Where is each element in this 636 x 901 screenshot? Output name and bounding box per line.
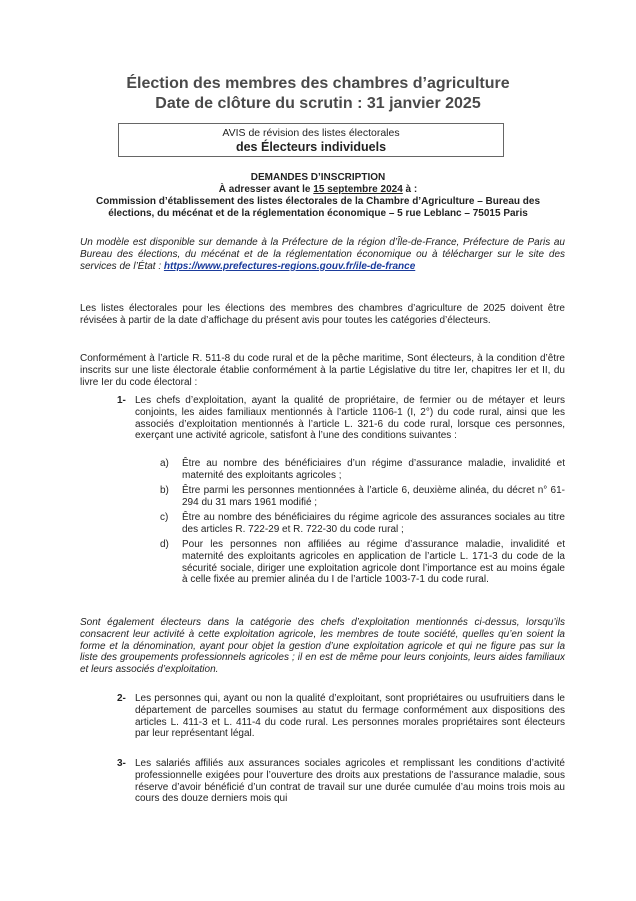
commission-line2: élections, du mécénat et de la réglementation économique – 5 rue Leblanc – 75015 Paris — [108, 208, 528, 219]
prefecture-link[interactable]: https://www.prefectures-regions.gouv.fr/ile-de-france — [163, 260, 416, 272]
conformity-paragraph: Conformément à l’article R. 511-8 du code rural et de la pêche maritime, Sont électeurs, à la condition d’être inscrits sur une liste électorale établie conformément à la partie Législative du titre Ier, chapitres Ier et II, du livre Ier du code électoral : — [80, 353, 565, 388]
deadline-line — [0, 184, 636, 196]
list-item-text: Les personnes qui, ayant ou non la qualité d’exploitant, sont propriétaires ou usufruitiers dans le département de parcelles soumises au statut du fermage conformément aux dispositions des articles L. 411-3 et L. 411-4 du code rural. Les personnes morales propriétaires sont électeurs par leur représentant légal. — [135, 693, 565, 740]
sub-item-text: Être parmi les personnes mentionnées à l’article 6, deuxième alinéa, du décret n° 61-294 du 31 mars 1961 modifié ; — [182, 485, 565, 508]
sub-item-letter: b) — [160, 485, 169, 496]
deadline-prefix: À adresser avant le — [218, 184, 314, 195]
model-note — [80, 237, 565, 272]
sub-item-letter: a) — [160, 458, 169, 469]
requests-heading: DEMANDES D’INSCRIPTION — [250, 172, 386, 183]
italic-paragraph: Sont également électeurs dans la catégorie des chefs d’exploitation mentionnés ci-dessus, lorsqu’ils consacrent leur activité à cette exploitation agricole, les membres de toute société, quelles qu’en soient la forme et la dénomination, ayant pour objet la gestion d’une exploitation agricole et qui ne figure pas sur la liste des groupements professionnels agricoles ; il en est de même pour leurs conjoints, leurs aides familiaux et leurs associés d’exploitation. — [80, 617, 565, 676]
document-title: Élection des membres des chambres d’agriculture — [126, 75, 510, 92]
deadline-date: 15 septembre 2024 — [313, 184, 403, 195]
closing-date-title: Date de clôture du scrutin : 31 janvier 2025 — [155, 95, 481, 112]
notice-box — [118, 123, 504, 157]
sub-item-letter: c) — [160, 512, 169, 523]
sub-item-text: Pour les personnes non affiliées au régime d’assurance maladie, invalidité et maternité des exploitants agricoles en application de l’article L. 171-3 du code de la sécurité sociale, diriger une exploitation agricole dont l’importance est au moins égale à celle fixée au premier alinéa du I de l’article 1003-7-1 du code rural. — [182, 539, 565, 586]
notice-box-line2: des Électeurs individuels — [235, 140, 387, 154]
commission-line1: Commission d’établissement des listes électorales de la Chambre d’Agriculture – Bureau des — [95, 196, 541, 207]
list-item-number: 1- — [117, 395, 126, 406]
sub-item-text: Être au nombre des bénéficiaires du régime agricole des assurances sociales au titre des articles R. 722-29 et R. 722-30 du code rural ; — [182, 512, 565, 535]
list-item-text: Les salariés affiliés aux assurances sociales agricoles et remplissant les conditions d’activité professionnelle exigées pour l’ouverture des droits aux prestations de l’assurance maladie, sous réserve d’avoir bénéficié d’un contrat de travail sur une durée cumulée d’au moins trois mois au cours des douze derniers mois qui — [135, 758, 565, 805]
deadline-suffix: à : — [402, 184, 418, 195]
revision-paragraph: Les listes électorales pour les élections des membres des chambres d’agriculture de 2025 doivent être révisées à partir de la date d’affichage du présent avis pour toutes les catégories d’électeurs. — [80, 303, 565, 326]
list-item-number: 2- — [117, 693, 126, 704]
list-item-text: Les chefs d’exploitation, ayant la qualité de propriétaire, de fermier ou de métayer et leurs conjoints, les aides familiaux mentionnés à l’article 1106-1 (I, 2°) du code rural, ainsi que les associés d’exploitation mentionnés à l’article L. 321-6 du code rural, lorsque ces personnes, exerçant une activité agricole, satisfont à l’une des conditions suivantes : — [135, 395, 565, 442]
list-item-number: 3- — [117, 758, 126, 769]
notice-box-line1: AVIS de révision des listes électorales — [222, 127, 400, 139]
sub-item-text: Être au nombre des bénéficiaires d’un régime d’assurance maladie, invalidité et maternité des exploitants agricoles ; — [182, 458, 565, 481]
model-note-text: Un modèle est disponible sur demande à la Préfecture de la région d’Île-de-France, Préfecture de Paris au Bureau des élections, du mécénat et de la réglementation économique ou à télécharger sur le site des services de l’État : — [80, 237, 565, 272]
sub-item-letter: d) — [160, 539, 169, 550]
